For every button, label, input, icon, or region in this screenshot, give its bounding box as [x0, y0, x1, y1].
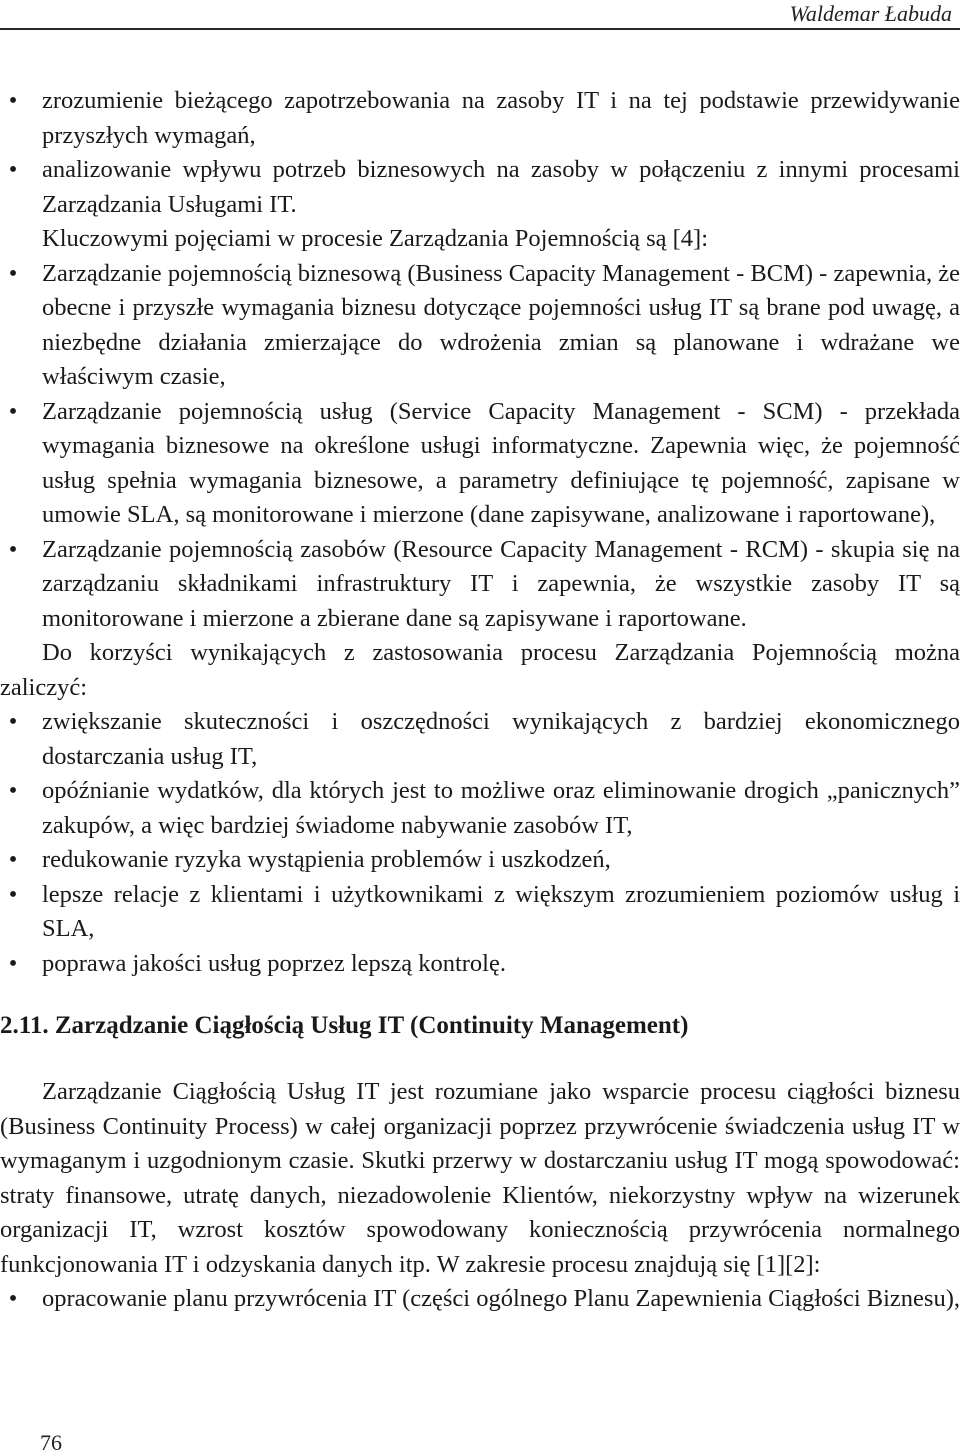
list-item [0, 947, 960, 982]
section-title: Zarządzanie Ciągłością Usług IT (Continuity Management) [54, 1012, 689, 1039]
list-item-text: redukowanie ryzyka wystąpienia problemów i uszkodzeń, [42, 846, 611, 873]
running-header [0, 0, 960, 30]
bullet-icon [6, 153, 20, 188]
bullet-icon [6, 774, 20, 809]
list-item-text: lepsze relacje z klientami i użytkownikami z większym zrozumieniem poziomów usług i SLA, [42, 880, 960, 942]
bullet-icon [6, 705, 20, 740]
page-number: 76 [40, 1430, 62, 1455]
list-item [0, 395, 960, 533]
header-author: Waldemar Łabuda [789, 1, 952, 26]
bullet-icon [6, 878, 20, 913]
list-item-text: opracowanie planu przywrócenia IT (części ogólnego Planu Zapewnienia Ciągłości Biznesu), [42, 1285, 960, 1312]
section-number: 2.11. [0, 1012, 49, 1039]
list-item-text: Zarządzanie pojemnością usług (Service Capacity Management - SCM) - przekłada wymagania biznesowe na określone usługi informatyczne. Zapewnia więc, że pojemność usług spełnia wymagania biznesowe, a parametry definiujące tę pojemność, zapisane w umowie SLA, są monitorowane i mierzone (dane zapisywane, analizowane i raportowane), [42, 397, 960, 528]
list-item [0, 705, 960, 774]
header-rule [0, 28, 960, 30]
bullet-icon [6, 395, 20, 430]
list-item [0, 843, 960, 878]
list-item [0, 533, 960, 637]
list-item [0, 153, 960, 222]
continuity-paragraph: Zarządzanie Ciągłością Usług IT jest rozumiane jako wsparcie procesu ciągłości biznesu (Business Continuity Process) w całej organizacji poprzez przywrócenie świadczenia usług IT w wymaganym i uzgodnionym czasie. Skutki przerwy w dostarczaniu usług IT mogą spowodować: straty finansowe, utratę danych, niezadowolenie Klientów, niekorzystny wpływ na wizerunek organizacji IT, wzrost kosztów spowodowany koniecznością przywrócenia normalnego funkcjonowania IT i odzyskania danych itp. W zakresie procesu znajdują się [1][2]: [0, 1078, 960, 1278]
benefits-list [0, 705, 960, 981]
concepts-list [0, 257, 960, 637]
list-item-text: Zarządzanie pojemnością zasobów (Resource Capacity Management - RCM) - skupia się na zarządzaniu składnikami infrastruktury IT i zapewnia, że wszystkie zasoby IT są monitorowane i mierzone a zbierane dane są zapisywane i raportowane. [42, 535, 960, 632]
list-item-text: zrozumienie bieżącego zapotrzebowania na zasoby IT i na tej podstawie przewidywanie przyszłych wymagań, [42, 87, 960, 149]
continuity-scope-list [0, 1282, 960, 1317]
bullet-icon [6, 84, 20, 119]
list-item [0, 878, 960, 947]
bullet-icon [6, 257, 20, 292]
list-item [0, 774, 960, 843]
list-item [0, 84, 960, 153]
bullet-icon [6, 1282, 20, 1317]
list-item [0, 1282, 960, 1317]
bullet-icon [6, 533, 20, 568]
page-body [0, 84, 960, 1317]
list-item [0, 257, 960, 395]
list-item-text: zwiększanie skuteczności i oszczędności wynikających z bardziej ekonomicznego dostarczania usług IT, [42, 708, 960, 770]
list-item-text: analizowanie wpływu potrzeb biznesowych na zasoby w połączeniu z innymi procesami Zarządzania Usługami IT. [42, 156, 960, 218]
section-heading [0, 1009, 960, 1043]
concepts-intro-paragraph: Kluczowymi pojęciami w procesie Zarządzania Pojemnością są [4]: [42, 225, 709, 252]
benefits-intro-paragraph: Do korzyści wynikających z zastosowania procesu Zarządzania Pojemnością można zaliczyć: [0, 639, 960, 701]
capacity-goals-list [0, 84, 960, 222]
list-item-text: Zarządzanie pojemnością biznesową (Business Capacity Management - BCM) - zapewnia, że obecne i przyszłe wymagania biznesu dotyczące pojemności usług IT są brane pod uwagę, a niezbędne działania zmierzające do wdrożenia zmian są planowane i wdrażane we właściwym czasie, [42, 259, 960, 390]
list-item-text: opóźnianie wydatków, dla których jest to możliwe oraz eliminowanie drogich „panicznych” zakupów, a więc bardziej świadome nabywanie zasobów IT, [42, 777, 960, 839]
bullet-icon [6, 843, 20, 878]
bullet-icon [6, 947, 20, 982]
list-item-text: poprawa jakości usług poprzez lepszą kontrolę. [42, 949, 506, 977]
